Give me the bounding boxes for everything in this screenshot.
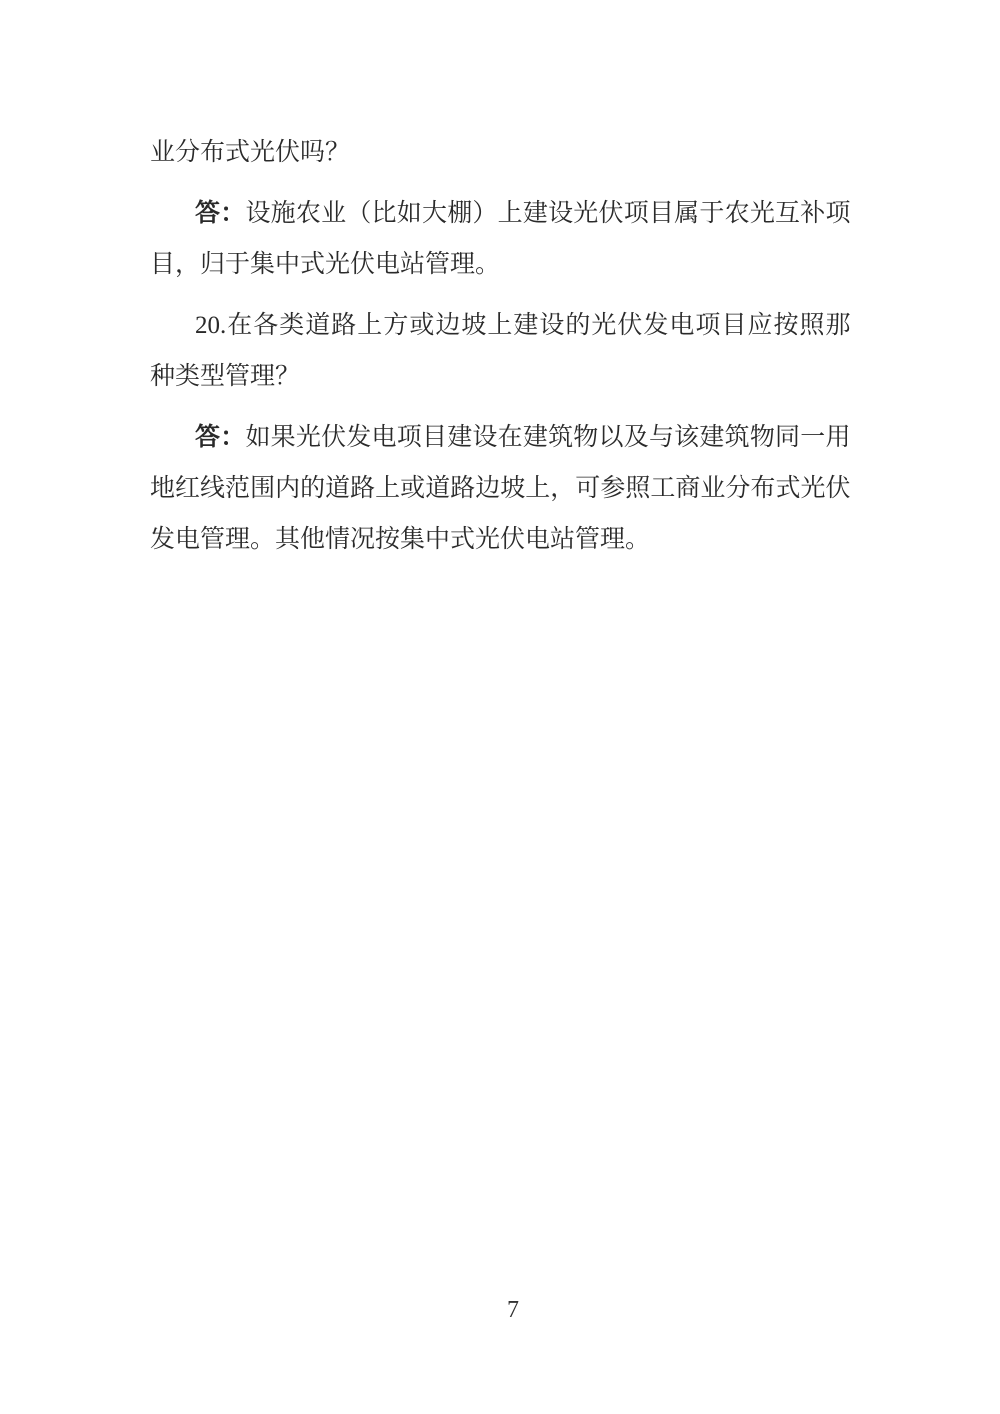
paragraph-text: 业分布式光伏吗？ — [150, 139, 351, 166]
answer-prefix: 答： — [195, 424, 246, 451]
answer-paragraph-1 — [150, 188, 851, 290]
question-text: 20.在各类道路上方或边坡上建设的光伏发电项目应按照那种类型管理？ — [150, 312, 851, 390]
paragraph-continuation — [150, 127, 851, 178]
answer-text: 如果光伏发电项目建设在建筑物以及与该建筑物同一用地红线范围内的道路上或道路边坡上，可参照工商业分布式光伏发电管理。其他情况按集中式光伏电站管理。 — [150, 424, 851, 553]
question-paragraph-20 — [150, 300, 851, 402]
answer-text: 设施农业（比如大棚）上建设光伏项目属于农光互补项目，归于集中式光伏电站管理。 — [150, 200, 851, 278]
answer-paragraph-2 — [150, 412, 851, 565]
document-content — [150, 127, 851, 565]
page-number: 7 — [507, 1297, 519, 1323]
answer-prefix: 答： — [195, 200, 246, 227]
